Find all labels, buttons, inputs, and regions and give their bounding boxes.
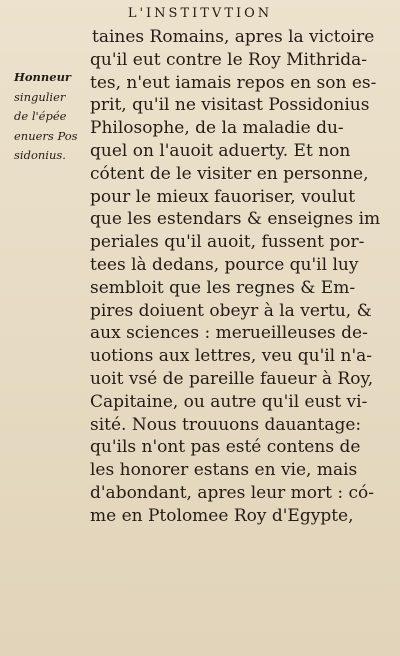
text-line: periales qu'il auoit, fussent por- <box>90 232 365 253</box>
marginal-note <box>14 68 90 166</box>
running-head: L'INSTITVTION <box>127 6 273 21</box>
text-line: prit, qu'il ne visitast Possidonius <box>90 95 370 116</box>
marginal-note-line: enuers Pos <box>14 128 78 143</box>
text-line: taines Romains, apres la victoire <box>92 27 375 47</box>
text-line: quel on l'auoit aduerty. Et non <box>90 140 351 161</box>
text-line: d'abondant, apres leur mort : có- <box>90 482 375 503</box>
text-line: pour le mieux fauoriser, voulut <box>90 186 356 207</box>
text-line: que les estendars & enseignes im <box>90 209 381 230</box>
marginal-note-line: de l'épée <box>14 109 67 123</box>
marginal-note-line: Honneur <box>14 70 71 84</box>
text-line: sembloit que les regnes & Em- <box>90 277 356 298</box>
text-line: me en Ptolomee Roy d'Egypte, <box>90 505 354 526</box>
marginal-note-line: sidonius. <box>14 148 66 162</box>
text-line: aux sciences : merueilleuses de- <box>90 323 368 344</box>
body-text <box>90 26 386 528</box>
text-line: Philosophe, de la maladie du- <box>90 118 344 139</box>
text-line: Capitaine, ou autre qu'il eust vi- <box>90 391 368 412</box>
text-line: qu'ils n'ont pas esté contens de <box>90 437 361 458</box>
text-line: tees là dedans, pource qu'il luy <box>90 254 359 275</box>
text-line: sité. Nous trouuons dauantage: <box>90 414 362 435</box>
text-line: uotions aux lettres, veu qu'il n'a- <box>90 346 373 367</box>
marginal-note-line: singulier <box>14 89 66 104</box>
text-line: qu'il eut contre le Roy Mithrida- <box>90 49 368 70</box>
text-line: uoit vsé de pareille faueur à Roy, <box>90 368 374 389</box>
text-line: cótent de le visiter en personne, <box>90 163 369 184</box>
text-line: pires doiuent obeyr à la vertu, & <box>90 300 372 321</box>
text-line: les honorer estans en vie, mais <box>90 460 358 481</box>
text-line: tes, n'eut iamais repos en son es- <box>90 72 377 93</box>
